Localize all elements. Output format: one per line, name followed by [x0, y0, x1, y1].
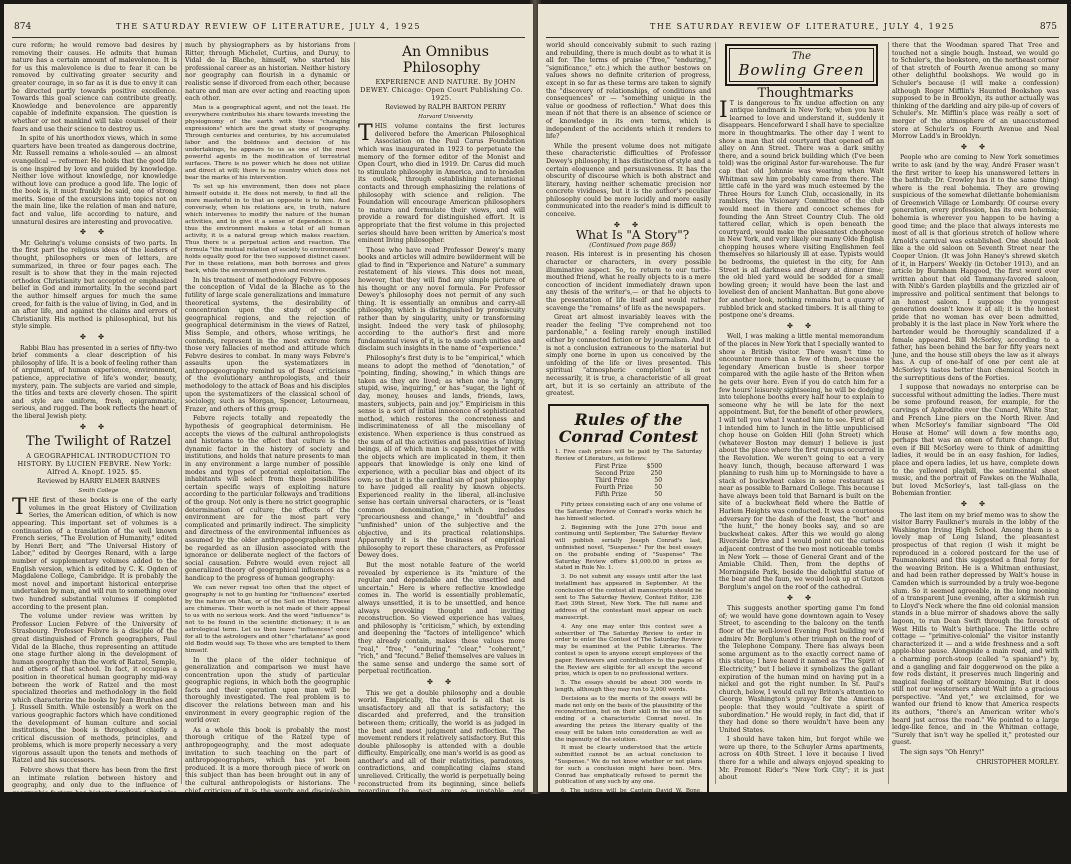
- paragraph: Well, I was making a little mental memorandum of the places in New York that I specially wanted to show a British visitor. There wasn't time to encounter more than a few of them, because the legendary American bustle is sheer torpor compared with the agile haste of the Briton when he gets over here. Even if you do catch him for a few hours' leisurely sightseeing, he will be dodging into telephone booths every half hour to explain to someone why he will be late for the next appointment. But, for the benefit of other prowlers, I will tell you what I wanted him to see. First of all I intended him to lunch in the little unpublicised chop house on Golden Hill (John Street) which (whatever Boston may demur) I believe is just about the place where the first rumpus occurred in the Revolution. We weren't going to eat a very heavy lunch, though, because afterward I was planning to rush him up to Morningside to have a stack of buckwheat cakes in some restaurant as near as possible to Barnard College. This because I have always been told that Barnard is built on the site of a buckwheat field where the Battle of Harlem Heights was conducted. It was a courteous adversary for the dash of the feast, the "hot" and "the hunt," the honey books say, and so are buckwheat cakes. After this we would go along Riverside Drive and I would point out the curious adjacent contrast of the two most noticeable tombs in New York — those of General Grant and of the Amiable Child. Then, from the depths of Morningside Park, beside the delightful statue of the bear and the faun, we would look up at Gutzon Borglum's angel on the roof of the cathedral.: [719, 333, 884, 591]
- review-title: The Twilight of Ratzel: [25, 434, 172, 450]
- left-column-1: [12, 42, 177, 813]
- paragraph: T is dangerous to fix undue affection on any antique landmark in New York; when you have learned to love and understand it, suddenly it disappears. Henceforward I shall have to specialize more in thoughtmarks. The other day I went to show a man that old courtyard that opened off an alley on Ann Street. There was a dark smithy there, and a sound brick building which (I've been told) was the original Astor fur-warehouse. The fur cap that old Johnnie was wearing when Walt Whitman saw him probably came from there. The little café in the yard was much esteemed by the Three Hours for Lunch Club, occasionally, in its ramblers, the Visionary Committee of the club would meet in there and concoct schemes for founding the Ann Street Country Club. The old tattered cellar, which is open beneath the courtyard, would make the pleasantest chophouse in New York, and very likely our many Olde English chopping houses where visiting Englishmen feel themselves so hilariously ill at ease. Typists would be bedrooms, the quietest in the city, for Ann Street is all darkness and dreary at dinner time; the old bled yard would be sodded for a small bowling green; it would have been the last and loveliest den of ancient Manhattan. But gone above for another look, nothing remains but a quarry of rubbled brick and stacked timbers. It is all thing to postpone one's dreams.: [719, 99, 884, 320]
- paragraph: The sign says "Oh Henry!": [900, 749, 985, 757]
- continued-note: (Continued from page 869): [589, 241, 676, 249]
- right-column-3: [892, 42, 1059, 784]
- paragraph: The volume under review was written by Professor Lucien Febvre of the University of Strasbourg. Professor Febvre is a disciple of the great distinguished of French geographers, Paul Vidal de la Blache, thus representing an attitude one stage further along in the development of human geography than the work of Ratzel, Semple, and others of that school. In fact, it occupies a position in theoretical human geography mid-way between the work of Ratzel and the most specialized theories and methodology in the field which characterize the books by Jean Brunhes and J. Russell Smith. While ostensibly a work on the various geographic factors which have conditioned the development of human culture and social institutions, the book is throughout chiefly a critical discussion of methods, principles, and problems, which is more properly necessary a very vigorous assault upon the tenets and methods of Ratzel and his successors.: [12, 613, 177, 765]
- right-running-head: [538, 22, 1067, 36]
- bowling-green-masthead: [725, 44, 878, 86]
- block-quote: We can never repeat too often that the object of geography is not to go hunting for "influences" exerted by the nature on Man, or of the Soil on History. These are chimeras. Their worth is not made of their appeal to us with no serious work. And the word "influence" is not to be found in the scientific dictionary; it is an astrological term. Let us then leave "influences" once for all to the astrologers and other "charlatans" as good old Bodin would say. To those who are tempted to them himself.: [185, 584, 350, 654]
- paragraph: much by physiographers as by historians from Ritter, through Michelet, Curtius, and Duruy, to Vidal de la Blache, himself, who started his professional career as an historian. Neither history nor geography can flourish in a dynamic or realistic sense if divorced from each other, because nature and man are ever acting and reacting upon each other.: [185, 42, 350, 103]
- drop-cap: T: [12, 495, 27, 521]
- left-running-title: THE SATURDAY REVIEW OF LITERATURE, JULY 4, 1925: [115, 22, 421, 31]
- paragraph: I should have taken him, but forgot while we were up there, to the Schuyler Arms apartments, across on 40th Street. I love it because I lived there for a while and always enjoyed speaking to Mr. Fremont Rider's "New York City"; it is just about: [719, 736, 884, 782]
- paragraph: HIS volume contains the first lectures delivered before the American Philosophical Association on the Paul Carus Foundation which was inaugurated in 1923 to perpetuate the memory of the former editor of the Monist and Open Court, who died in 1919. Dr. Carus did much to stimulate philosophy in America, and to broaden its outlook, through establishing international contacts and through emphasizing the relations of philosophy with science and religion. The Foundation will encourage American philosophers to mature and formulate their views, and will provide a reward for distinguished effort. It is appropriate that the first volume in this projected series should have been written by America's most eminent living philosopher.: [358, 123, 525, 245]
- rule-text: Decisions as to the merits of the essays will be made not only on the basis of the plausibility of the reconstruction, but on their skill in the use of the ending of a characteristic Conrad novel. In awarding the prizes the literary quality of the essay will be taken into consideration as well as the ingenuity of the solution.: [555, 695, 702, 743]
- left-page: [4, 4, 533, 863]
- section-ornament: ✤ ✤: [427, 677, 456, 686]
- rules-intro: 1. Five cash prizes will be paid by The Saturday Review of Literature, as follows:: [555, 448, 702, 462]
- prize-label: Fifth Prize: [594, 490, 627, 498]
- prize-amount: 50: [654, 490, 663, 498]
- paragraph: HE first of these books is one of the early volumes in the great History of Civilization Series, the American edition, of which is now appearing. This important set of volumes is a continuation of a translation of the well known French series, "The Evolution of Humanity," edited by Henri Berr, and "The Universal History of Labor," edited by Georges Renard, with a large number of supplementary volumes added to the English version, which is edited by C. K. Ogden of Magdalene College, Cambridge. It is probably the most novel and important historical enterprise undertaken by man, and will run to something over two hundred substantial volumes if completed according to the present plan.: [12, 497, 177, 611]
- paragraph: cure reform; he would remove bad desires by removing their causes. He admits that human nature has a certain amount of malevolence. It is for us this malevolence is due to fear it can be removed by cultivating greater security and greater courage, in so far as it is due to envy it can be directed partly towards positive excellence. Towards this goal science can contribute greatly. Knowledge and benevolence are apparently capable of indefinite expansion. The question is whether or not mankind will take counsel of their fears and use their science to destroy us.: [12, 42, 177, 133]
- prize-amount: $500: [646, 463, 663, 471]
- column-rule: [715, 42, 716, 784]
- author-signature: CHRISTOPHER MORLEY.: [976, 758, 1059, 766]
- prize-label: Fourth Prize: [594, 483, 633, 491]
- paragraph: This suggests another sporting game I'm fond of; we would have gone downtown again to Vesey Street, to ascending to the balcony on the tenth floor of the well-loved Evening Post building we'd admire Mr. Borglum's other triumph on the roof of the Telephone Company. There has always been some argument as to the exactly correct name of this statue; I have heard it named as "The Spirit of Electricity," but I believe it symbolizes the gallant expiration of the human mind on having put in a nickel and got the right number. In St. Paul's church, below, I would call my Briton's attention to George Washington's prayer for the American people: that they would "cultivate a spirit of subordination." He would reply, in fact did, that if they had done so there wouldn't have been any United States.: [719, 605, 884, 734]
- masthead-article: The: [791, 51, 812, 62]
- rule-text: 7. The contest closes on September 15th, 1925. Manuscripts must be in the office of The Saturday Review before midnight of that date.: [555, 810, 702, 831]
- rule-text: 2. Beginning with the June 27th issue and continuing until September, The Saturday Review will publish serially Joseph Conrad's last, unfinished novel, "Suspense." For the best essays on the probable ending of "Suspense" The Saturday Review offers $1,000.00 in prizes as stated in Rule No. 1.: [555, 524, 702, 572]
- paragraph: Febvre shows that there has been from the first an intimate relation between history and geography, and only due to the influence of geographic factors has history developed, but also as a result of the fact that human geography was early founded at so: [12, 767, 177, 813]
- left-page-number: 874: [14, 22, 32, 32]
- paragraph: world should conceivably submit to such razing and rebuilding, there is much doubt as to what it is all for. The terms of praise ("free," "enduring," "significance," etc.) which the author bestows on values shows no definite criterion of progress, except in so far as these terms are taken to signify the "discovery of relationships, of conditions and consequences" or — "something unique in the value or goodness of reflection." What does this mean if not that there is an absence of science or of knowledge in its own terms, which is independent of the accidents which it renders to life?: [546, 42, 711, 141]
- right-column-1: [546, 42, 711, 831]
- right-page: [538, 4, 1067, 831]
- prize-label: Second Prize: [594, 470, 635, 478]
- right-running-title: THE SATURDAY REVIEW OF LITERATURE, JULY 4, 1925: [649, 22, 955, 31]
- prize-table: [589, 464, 668, 498]
- reviewer-affiliation: Harvard University: [418, 113, 473, 120]
- section-ornament: ✤ ✤: [614, 220, 643, 229]
- masthead-inner-frame: [729, 48, 874, 82]
- paragraph: In the place of the older technique of generalization and comparison we must have concentration upon the study of particular geographic regions, in which both the geographic facts and their operation upon man will be thoroughly investigated. The real problem is to discover the relations between man and his environment in every geographic region of the world over.: [185, 656, 350, 725]
- block-quote: To set up his environment, then does not place himself outside it. He does not merely, to find all the more masterful in to that an opposite is to him. And conversely, when his relations are, in truth, nature which intervenes to modify the nature of the human activities, and to give it a sense of dependence. It is thus the environment makes a total of all human activity, it is a natural group which makes reaction. Thus there is a perpetual action and reaction. The formula "the mutual relation of society to environment" holds equally good for the two supposed distinct cases. For in these relations, man both borrows and gives back, while the environment gives and receives.: [185, 183, 350, 274]
- paragraph: there that the Woodman spared That Tree and touched not a single bough. Instead, we would go to Schuler's, the bookstore, on the northeast corner of that stretch of Fourth Avenue among so many other delightful bookshops. We would go in Schuler's because (I will make a confession) although Roger Mifflin's Haunted Bookshop was supposed to be in Brooklyn, its author actually was thinking of the darkling and airy pile-up of covers of Schuler's. Mr. Mifflin's place was really a sort of merger of the atmosphere of an unaccustomed store at Schuler's on Fourth Avenue and Neal Morrow Ladd's in Brooklyn.: [892, 42, 1060, 141]
- paragraph: Those who have read Professor Dewey's many books and articles will admire bewilderment will be glad to find in "Experience and Nature" a summary restatement of his views. This does not mean, however, that they will find any simple picture of his thought or any novel formula. For Professor Dewey's philosophy does not permit of any such thing. It is essentially an omnibus and carry-all philosophy, which is distinguished by promiscuity rather than by singularity, unity or transforming insight. Indeed the very task of philosophy, according to the author's first and more fundamental views of it, is to undo such unities and disclaim such insights in the name of "experience.": [358, 246, 525, 353]
- paragraph: In his treatment of methodology Febvre opposes the conception of Vidal de la Blache as to the futility of large scale generalizations and immature theoretical systems, the desirability of concentration upon the study of specific geographical regions, and the rejection of geographical determinism in the views of Ratzel, Miss Semple, and others, whose writings, he contends, represent in the most extreme form those very fallacies of method and attitude which Febvre desires to combat. In many ways Febvre's assaults upon the systematizers in anthropogeography remind us of Boas' criticisms of the evolutionary anthropologists, and their methodology to the attack of Boas and his disciples upon the systematizers of the classical school of sociology, such as Morgan, Spencer, Letourneau, Frazer, and others of this group.: [185, 276, 350, 413]
- rule-text: 3. Do not submit any essays until after the last installment has appeared in September. At the conclusion of the contest all manuscripts should be sent to The Saturday Review, Contest Editor, 236 East 39th Street, New York. The full name and address of the contestant must appear on each manuscript.: [555, 574, 702, 622]
- section-title: What Is "A Story"?: [575, 228, 690, 243]
- section-ornament: ✤ ✤: [787, 321, 816, 330]
- paragraph: As a whole this book is probably the most thorough critique of the Ratzel type of anthropogeography, and the most adequate invitation to such teaching on the part of anthropogeographers, which has yet been produced. It is a more thorough piece of work on this subject than has been brought out in any of the cultural anthropologists or historians. The chief criticism of it is the wordy and discipleship and Gallicanism which renders it prior nearly every page. Vidal de la Blache was a great geographer and rendered signal service to his field, but promise of the future in this field of work, but Ferdinand von Richthofen was certainly the equal of Vidal, and the Germans have done much more in the field of regional geography than the French, when they work outside of Europe is considered.: [185, 726, 350, 863]
- prize-label: Third Prize: [594, 476, 629, 484]
- rule-text: 6. The judges will be Captain David W. Bone, Joseph Hergesheimer, and Professor William Lyon Phelps. Their decision will be final.: [555, 788, 702, 808]
- review-book-info: EXPERIENCE AND NATURE. By JOHN DEWEY. Chicago: Open Court Publishing Co. 1925.: [360, 78, 523, 102]
- right-header-rule: [546, 37, 1059, 38]
- contest-rules-title: Rules of the Conrad Contest: [558, 409, 699, 446]
- paragraph: Philosophy's first duty is to be "empirical," which means to adopt the method of "denotation," of "pointing, finding, showing," in which things are taken as they are lived; as when one is "angry, stupid, wise, inquiring," or has "sugar, the light of day, money, houses and lands, friends, laws, masters, subjects, pain and joy." Empiricism in this sense is a sort of initial innocence of sophisticated method, which restores the concreteness and indiscriminateness of all the miscellany of existence. When experience is thus construed as the sum of all the activities and passivities of living beings, all of which man is capable, together with the objects which are implicated in them, it then appears that knowledge is only one kind of experience, with a peculiar bias and object of its own; so that it is the cardinal sin of past philosophy to have judged all reality by known objects. Experienced reality in the liberal, all-inclusive sense has certain universal characters, or is "least common denomination," which includes "precariousness and change," in "doubtful" and "unfinished" union of the subjective and the objective, and its practical relationships. Apparently it is the business of empirical philosophy to report these characters, as Professor Dewey does.: [358, 355, 525, 560]
- left-column-3: [358, 42, 525, 811]
- right-page-number: 875: [1039, 22, 1057, 32]
- drop-cap: I: [719, 97, 728, 123]
- paragraph: People who are coming to New York sometimes write to ask (and by the way, André Fraser wasn't the first writer to keep his unanswered letters in the bathtub; Dr. Crowley has it to the same thing) where is the real bohemia. They are growing suspicious of the somewhat dilettante bohemianism of Greenwich Village or Lombardy. Of course every generation, every profession, has its own bohemia; bohemia is wherever you happen to be having a good time; and the place that always interests me most of all is that glorious stretch of hollow where Arnold's carnival was established. One should look like a the old saloon on Seventh Street near the Cooper Union. (It was John Haney's shrewd sketch of it, in Harpers' Weekly (in October 1913), and an article by Burnham Hapgood, the first word ever written about that old Tammany-favored saloon, with Nibb's Garden playbills and the grizzled air of impressive and political sentiment that belongs to an honest saloon. I suppose the youngest generation doesn't know it at all; it is the honest pride that no woman has ever been admitted, probably it is the last place in New York where the bartender would be thoroughly scandalized if a female appeared. Bill McSorley, according to a father, has been behind the bar for fifty years next June, and the house still obeys the law as it always has. A cup of one-half of one per cent ale at McSorley's tastes better than chemical Scotch in the surreptitious dens of the Forties.: [892, 154, 1059, 382]
- column-heading: Thoughtmarks: [757, 86, 854, 101]
- prize-label: First Prize: [594, 463, 627, 471]
- prize-amount: 50: [654, 483, 663, 491]
- column-rule: [181, 42, 182, 784]
- paragraph: But the most notable feature of the world revealed by experience is its "mixture of the regular and dependable and the unsettled and uncertain." Here is where reflective knowledge comes in. The world is essentially problematic, always unsettled, it is to be unsettled, and hence always provoking thought and inviting reconstruction. So viewed experience has values, and philosophy is "criticism," which, by extending and deepening the "factors of intelligence" which they already contain, makes these values more "real," "free," "enduring," "clear," "coherent," "rich," and "fecund." Belief themselves are values in the same sense and undergo the same sort of perpetual rectification.: [358, 562, 525, 676]
- review-book-info: A GEOGRAPHICAL INTRODUCTION TO HISTORY. By LUCIEN FEBVRE. New York: Alfred A. Knopf. 1925. $5.: [17, 452, 172, 477]
- drop-cap: T: [358, 121, 373, 147]
- paragraph: Rabbi Blau has presented in a series of fifty-two brief comments a clear description of his philosophy of life. It is a book of feeling rather than of argument, of human experience, environment, patience, appreciative of life's wonder, beauty, mystery, pain. The subjects are varied and simple, the titles and texts are cleverly chosen. The spirit and style are uniform, fresh, epigrammatic, serious, and rugged. The book reflects the heart of the liberal Jewish piety.: [12, 344, 177, 420]
- left-running-head: [4, 22, 533, 36]
- paragraph: While the present volume does not mitigate these characteristic difficulties of Professor Dewey's philosophy, it has distinction of style and a certain eloquence and persuasiveness. It has the obscurity of discourse which is both abstract and literary, having neither schematic precision nor concrete vividness, but it is the author's peculiar philosophy could be more lucidly and more easily communicated into the reader's mind is difficult to conceive.: [546, 142, 711, 219]
- paragraph: The last item on my brief memo was to show the visitor Barry Faulkner's murals in the lobby of the Washington Irving High School. Among them is a lovely map of Long Island, the pleasantest prospectus of that region (I wish it might be reproduced in a colored postcard for the use of Paumanokers) and this suggested a final foray for the weaving Briton. He is a Whitman enthusiast, and had been rather depressed by Walt's house in Camden which is surrounded by a truly woe-begone slum. So it seemed agreeable, in the long nooning of a transparent June evening, after a skirmish run to Lloyd's Neck where the fine old colonial mansion stands in a blue mirror of shadows above the sally lagoon, to run Dean Swift through the forests of West Hills to Walt's birthplace. The little ochre cottage — "primitive-colonial" the visitor instantly characterized it — and a wide freshness and a soft apple-blue pause. Alongside a main road, and with a charming porch-stoop (called "a spaniard") by, and a gangling and fair doggerwood on the pike a few rods distant, it preserves much lingering and magical feeling of solitary blooming. But it does still not our westerners about Walt into a gracious perspective. "And yet," we exclaimed, for we wanted our friend to know that America respects its authors, "there's an American writer who's heard just across the road." We pointed to a large ledge-like fence, and in the Whitman cottage, "Surely that isn't way he spelled it," protested our guest.: [892, 511, 1059, 747]
- section-ornament: ✤ ✤: [961, 142, 990, 151]
- paragraph: reason. His interest is in presenting his chosen character or characters, in every possible illuminative aspect. So, to return to our turtle-mouthed friend, what he really objects to is a mere concoction of incident immediately drawn upon any thesis of the writer's,— or that he objects to the presentation of life itself and would rather scavenge the "remains" of life as the newspapers.: [546, 251, 711, 312]
- rule-text: 5. The essays should be about 300 words in length, although they may run to 2,000 words.: [555, 680, 702, 694]
- prize-row: [589, 492, 668, 499]
- paragraph: I suppose that nowadays no enterprise can be successful without admitting the ladies. There must be some profound reason, for example, for the carvings of Aphrodite over the Cunard, White Star, and French Line piers on the North River. And when McSorley's familiar signboard "The Old House at Home" will down a few months ago, perhaps that was an omen of future change. But even if Bill McSorley were to think of admitting ladies, it would be in an easy fashion, for ladies, place and opera ladies, let us have, complete down to the yellowed playbill, the sentimental sheet music, and the portrait of Fawkes on the Walhalla, but loved McSorley's, last tall-glass on the Bohemian frontier.: [892, 384, 1059, 498]
- reviewer-name: Reviewed by RALPH BARTON PERRY: [385, 104, 506, 111]
- section-ornament: ✤ ✤: [80, 228, 109, 237]
- prize-amount: 50: [654, 476, 663, 484]
- paragraph: Febvre rejects totally and repeatedly the hypothesis of geographical determinism. He accepts the views of the cultural anthropologists and historians to the effect that culture is the dynamic factor in the history of society and institutions, and holds that nature presents to man in any environment a large number of possible modes and types of potential exploitation. The inhabitants will select from these possibilities certain specific ways of exploiting nature according to the particular folkways and traditions of the group. Not only is there no strict geographic determination of culture; the effects of the environment are for the most part very complicated and primarily indirect. The simplicity and directness of the environmental influences as assumed by the older anthropogeographers must be regarded as an illusion associated with the ignorance or deliberate neglect of the factors of social causation. Febvre would even reject all generalized theory of geographical influences as a handicap to the progress of human geography:: [185, 415, 350, 582]
- column-rule: [888, 42, 889, 784]
- prize-amount: 250: [650, 470, 663, 478]
- block-quote: Man is a geographical agent, and not the least. He everywhere contributes his share towards investing the physiognomy of the earth with those "changing expressions" which are the great study of geography. Through centuries and centuries, by his accumulated labor and the boldness and decision of his undertakings, he appears to us as one of the most powerful agents in the modification of terrestrial surfaces. There is no power which he does not utilize and direct at will; there is no country which does not bear the marks of his intervention.: [185, 104, 350, 181]
- paragraph: This we get a double philosophy and a double world. Empirically, the world is all that is unsatisfactory and all that is satisfactory; the discarded and preferred, and the transition between them; critically, the world is as judged in the best and most judgment and reflection. The movement renders it relatively satisfactory. But this double philosophy is attended with a double difficulty. Empirically, one man's world is as good as another's and all of their relativities, paradoxes, contradictions, and complicating claims stand unrelieved. Critically, the world is perpetually being reconstructed from its beginning, since beliefs regarding the past are as unstable and unsatisfactory as any other beliefs or values. Finally even though the: [358, 689, 525, 811]
- section-ornament: ✤ ✤: [961, 500, 990, 509]
- paragraph: Mr. Gehring's volume consists of two parts. In the first part the religious ideas of the leaders of thought, philosophers or men of letters, are summarized, in three or four pages each. The result is to show that they in the main rejected orthodox Christianity but accepted or emphasized belief in God and immortality. In the second part the author himself argues for much the same creed, for faith is the value of living, in God, and in an after life, and against the claims and errors of Christianity. His method is philosophical, but his style simple.: [12, 239, 177, 331]
- paragraph: Great art almost invariably leaves with the reader the feeling "I've comprehend not too pardonable," a feeling rarely enough instilled either by connected fiction or by journalism. And it is not a conclusion extraneous to the material but simply one borne in upon us conceived by the unfolding of the life or lives presented. This spiritual "atmospheric completion" is not necessarily, it is true, a characteristic of all great art, but it is so certainly an attribute of the greatest.: [546, 314, 711, 398]
- contest-rules-box: [548, 404, 709, 838]
- reviewer-name: Reviewed by HARRY ELMER BARNES: [37, 478, 160, 486]
- masthead-title: Bowling Green: [738, 61, 865, 79]
- column-rule: [354, 42, 355, 784]
- section-ornament: ✤ ✤: [80, 332, 109, 341]
- right-column-2: [719, 42, 884, 784]
- rule-text: It must be clearly understood that the article submitted cannot be an actual conclusion to "Suspense." We do not know whether or not plans for such a conclusion might have been. Mrs. Conrad has emphatically refused to permit the publication of any such by any one.: [555, 745, 702, 786]
- rule-text: Fifty prizes consisting each of any one volume of the Saturday Review of Conrad's works which he has himself selected.: [555, 502, 702, 522]
- rule-text: 4. Any one may enter this contest save a subscriber of The Saturday Review to order in order to enter the Contest of The Saturday Review may be examined at the Public Libraries. The contest is open to anyone except employees of the paper. Reviewers and contributors to the pages of the Review are eligible for all except the second prize, which is open to no professional writers.: [555, 623, 702, 678]
- review-title: An Omnibus Philosophy: [402, 44, 489, 76]
- section-ornament: ✤ ✤: [787, 593, 816, 602]
- reviewer-affiliation: Smith College: [78, 487, 119, 494]
- left-header-rule: [12, 37, 525, 38]
- section-ornament: ✤ ✤: [80, 422, 109, 431]
- left-column-2: [185, 42, 350, 863]
- paragraph: In spite of his unorthodox views, which in some quarters have been treated as dangerous doctrine, Mr. Russell remains a whole-souled — an almost evangelical — reformer. He holds that the good life is one inspired by love and guided by knowledge. Neither love without knowledge, nor knowledge without love can produce a good life. The logic of the book is, it must frankly be said, one of strong merits. Some of the excursions into topics not on the main line, like the relation of man and nature, fact and value, life according to nature, and unnatural desires are interesting and provocative.: [12, 135, 177, 226]
